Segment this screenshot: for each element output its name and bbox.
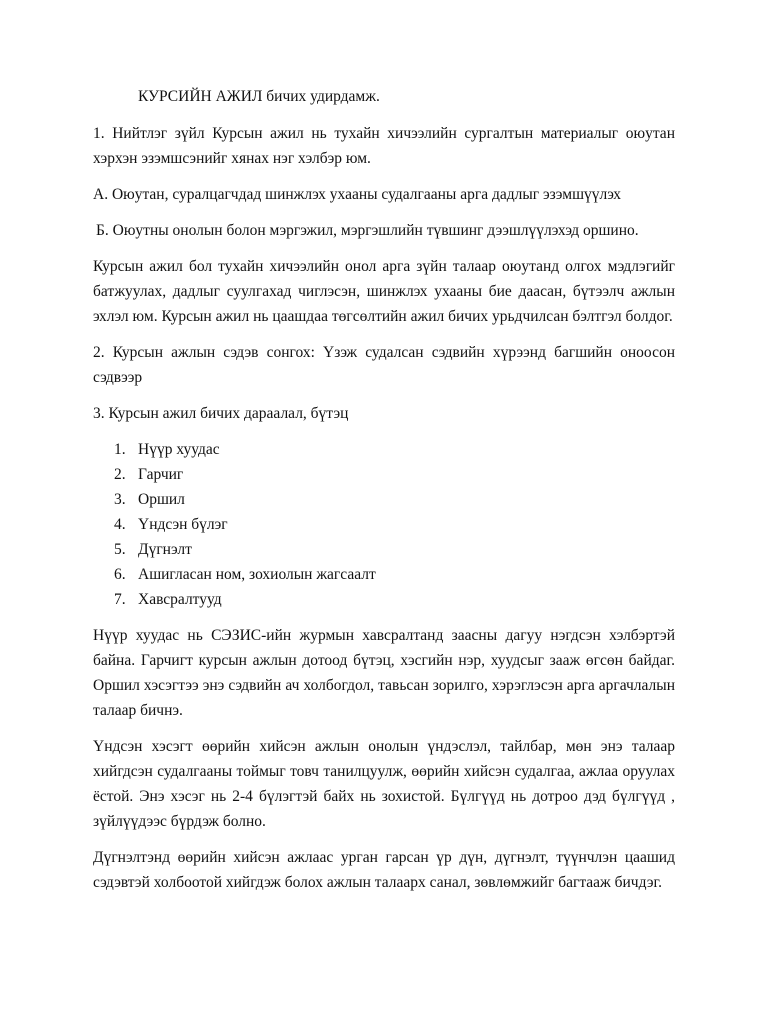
list-item <box>114 512 675 537</box>
list-item-number: 3. <box>114 491 126 508</box>
list-item-number: 7. <box>114 591 126 608</box>
list-item-text: Оршил <box>138 491 185 508</box>
paragraph-course-work-definition: Курсын ажил бол тухайн хичээлийн онол арга зүйн талаар оюутанд олгох мэдлэгийг батжуулах, дадлыг суулгахад чиглэсэн, шинжлэх ухааны бие даасан, бүтээлч ажлын эхлэл юм. Курсын ажил нь цаашдаа төгсөлтийн ажил бичих урьдчилсан бэлтгэл болдог. <box>93 258 675 325</box>
list-item-text: Дүгнэлт <box>138 541 192 558</box>
list-item <box>114 587 675 612</box>
list-item-number: 4. <box>114 516 126 533</box>
paragraph-point-b: Б. Оюутны онолын болон мэргэжил, мэргэшлийн түвшинг дээшлүүлэхэд оршино. <box>96 222 639 239</box>
paragraph-point-a: А. Оюутан, суралцагчдад шинжлэх ухааны судалгааны арга дадлыг эзэмшүүлэх <box>93 186 622 203</box>
structure-list <box>93 437 675 612</box>
document-title: КУРСИЙН АЖИЛ бичих удирдамж. <box>138 88 380 105</box>
paragraph-topic-selection: 2. Курсын ажлын сэдэв сонгох: Үзэж судалсан сэдвийн хүрээнд багшийн оноосон сэдвээр <box>93 344 675 386</box>
list-item <box>114 462 675 487</box>
list-item <box>114 562 675 587</box>
list-item-number: 5. <box>114 541 126 558</box>
list-item-text: Ашигласан ном, зохиолын жагсаалт <box>138 566 376 583</box>
list-item-number: 6. <box>114 566 126 583</box>
list-item-text: Гарчиг <box>138 466 184 483</box>
paragraph-main-section: Үндсэн хэсэгт өөрийн хийсэн ажлын онолын үндэслэл, тайлбар, мөн энэ талаар хийгдсэн судалгааны тоймыг товч танилцуулж, өөрийн хийсэн судалгаа, ажлаа оруулах ёстой. Энэ хэсэг нь 2-4 бүлэгтэй байх нь зохистой. Бүлгүүд нь дотроо дэд бүлгүүд , зүйлүүдээс бүрдэж болно. <box>93 738 675 830</box>
list-item-number: 2. <box>114 466 126 483</box>
list-item-text: Үндсэн бүлэг <box>138 516 228 533</box>
paragraph-conclusion: Дүгнэлтэнд өөрийн хийсэн ажлаас урган гарсан үр дүн, дүгнэлт, түүнчлэн цаашид сэдэвтэй холбоотой хийгдэж болох ажлын талаарх санал, зөвлөмжийг багтааж бичдэг. <box>93 849 675 891</box>
paragraph-title-page: Нүүр хуудас нь СЭЗИС-ийн журмын хавсралтанд заасны дагуу нэгдсэн хэлбэртэй байна. Гарчигт курсын ажлын дотоод бүтэц, хэсгийн нэр, хуудсыг зааж өгсөн байдаг. Оршил хэсэгтээ энэ сэдвийн ач холбогдол, тавьсан зорилго, хэрэглэсэн арга аргачлалын талаар бичнэ. <box>93 627 675 719</box>
paragraph-general: 1. Нийтлэг зүйл Курсын ажил нь тухайн хичээлийн сургалтын материалыг оюутан хэрхэн эзэмшсэнийг хянах нэг хэлбэр юм. <box>93 125 675 167</box>
list-item-text: Нүүр хуудас <box>138 441 220 458</box>
list-item-text: Хавсралтууд <box>138 591 222 608</box>
list-item <box>114 437 675 462</box>
list-item <box>114 487 675 512</box>
list-item-number: 1. <box>114 441 126 458</box>
list-item <box>114 537 675 562</box>
paragraph-structure-heading: 3. Курсын ажил бичих дараалал, бүтэц <box>93 405 349 422</box>
